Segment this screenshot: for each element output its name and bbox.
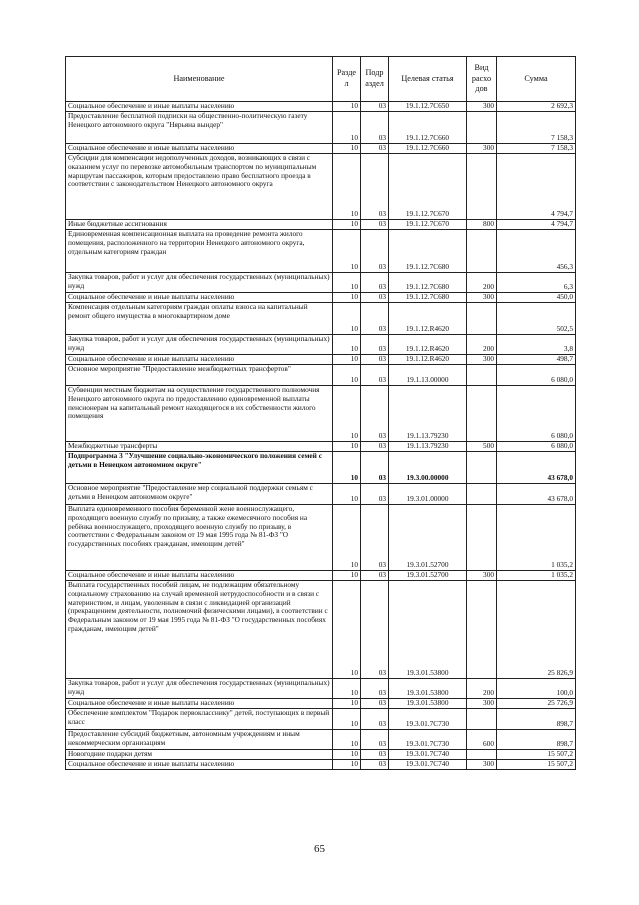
row-sum: 6 080,0 [497, 365, 576, 386]
table-row [66, 699, 576, 709]
row-vid: 300 [467, 699, 497, 709]
row-podrazdel: 03 [361, 581, 389, 679]
row-vid [467, 484, 497, 505]
row-podrazdel: 03 [361, 335, 389, 355]
row-name: Закупка товаров, работ и услуг для обеспечения государственных (муниципальных) нужд [66, 679, 333, 699]
row-podrazdel: 03 [361, 709, 389, 730]
row-razdel: 10 [333, 709, 361, 730]
row-vid: 300 [467, 144, 497, 154]
row-razdel: 10 [333, 154, 361, 220]
row-sum: 502,5 [497, 303, 576, 335]
row-podrazdel: 03 [361, 484, 389, 505]
row-podrazdel: 03 [361, 760, 389, 770]
row-name: Подпрограмма 3 "Улучшение социально-экономического положения семей с детьми в Ненецком автономном округе" [66, 452, 333, 484]
row-sum: 1 035,2 [497, 505, 576, 571]
row-podrazdel: 03 [361, 230, 389, 273]
row-sum: 43 678,0 [497, 484, 576, 505]
row-razdel: 10 [333, 230, 361, 273]
row-name: Новогодние подарки детям [66, 750, 333, 760]
row-target: 19.1.12.7С660 [389, 144, 467, 154]
table-row [66, 102, 576, 112]
row-podrazdel: 03 [361, 102, 389, 112]
row-name: Основное мероприятие "Предоставление мер социальной поддержки семьям с детьми в Ненецком автономном округе" [66, 484, 333, 505]
table-row [66, 273, 576, 293]
row-podrazdel: 03 [361, 730, 389, 750]
row-razdel: 10 [333, 273, 361, 293]
table-row [66, 293, 576, 303]
row-target: 19.3.01.52700 [389, 571, 467, 581]
row-podrazdel: 03 [361, 355, 389, 365]
row-sum: 4 794,7 [497, 154, 576, 220]
row-target: 19.3.01.7С740 [389, 760, 467, 770]
row-vid: 300 [467, 355, 497, 365]
row-vid [467, 581, 497, 679]
row-vid [467, 230, 497, 273]
table-header-row [66, 57, 576, 102]
row-vid: 300 [467, 293, 497, 303]
row-sum: 4 794,7 [497, 220, 576, 230]
row-podrazdel: 03 [361, 303, 389, 335]
row-vid [467, 386, 497, 442]
row-name: Выплата государственных пособий лицам, не подлежащим обязательному социальному страхованию на случай временной нетрудоспособности и в связи с материнством, и лицам, уволенным в связи с ликвидацией организаций (прекращением деятельности, полномочий физическими лицами), в соответствии с Федеральным законом от 19 мая 1995 года № 81-ФЗ "О государственных пособиях гражданам, имеющим детей" [66, 581, 333, 679]
row-razdel: 10 [333, 760, 361, 770]
row-vid [467, 709, 497, 730]
header-sum: Сумма [497, 57, 576, 102]
table-row [66, 730, 576, 750]
row-sum: 7 158,3 [497, 144, 576, 154]
table-row [66, 365, 576, 386]
row-name: Выплата единовременного пособия беременной жене военнослужащего, проходящего военную службу по призыву, а также ежемесячного пособия на ребёнка военнослужащего, проходящего военную службу по призыву, в соответствии с Федеральным законом от 19 мая 1995 года № 81-ФЗ "О государственных пособиях гражданам, имеющим детей" [66, 505, 333, 571]
row-razdel: 10 [333, 303, 361, 335]
row-razdel: 10 [333, 452, 361, 484]
row-target: 19.1.12.R4620 [389, 303, 467, 335]
row-sum: 498,7 [497, 355, 576, 365]
row-target: 19.3.01.00000 [389, 484, 467, 505]
row-vid [467, 154, 497, 220]
header-target: Целевая статья [389, 57, 467, 102]
table-body [66, 102, 576, 770]
row-podrazdel: 03 [361, 112, 389, 144]
row-vid [467, 303, 497, 335]
table-row [66, 484, 576, 505]
table-row [66, 355, 576, 365]
row-razdel: 10 [333, 730, 361, 750]
row-razdel: 10 [333, 699, 361, 709]
row-podrazdel: 03 [361, 386, 389, 442]
row-podrazdel: 03 [361, 679, 389, 699]
row-target: 19.1.12.7С680 [389, 293, 467, 303]
row-sum: 25 826,9 [497, 581, 576, 679]
row-razdel: 10 [333, 750, 361, 760]
row-razdel: 10 [333, 679, 361, 699]
row-razdel: 10 [333, 386, 361, 442]
row-name: Предоставление бесплатной подписки на общественно-политическую газету Ненецкого автономного округа "Нярьяна вындер" [66, 112, 333, 144]
row-razdel: 10 [333, 335, 361, 355]
row-podrazdel: 03 [361, 699, 389, 709]
row-podrazdel: 03 [361, 571, 389, 581]
row-razdel: 10 [333, 442, 361, 452]
row-vid [467, 112, 497, 144]
row-sum: 1 035,2 [497, 571, 576, 581]
row-name: Закупка товаров, работ и услуг для обеспечения государственных (муниципальных) нужд [66, 335, 333, 355]
row-name: Социальное обеспечение и иные выплаты населению [66, 144, 333, 154]
row-target: 19.3.01.7С730 [389, 730, 467, 750]
header-podrazdel: Подр аздел [361, 57, 389, 102]
row-name: Основное мероприятие "Предоставление межбюджетных трансфертов" [66, 365, 333, 386]
row-vid [467, 452, 497, 484]
row-razdel: 10 [333, 102, 361, 112]
header-name: Наименование [66, 57, 333, 102]
row-target: 19.1.12.7С670 [389, 220, 467, 230]
row-name: Социальное обеспечение и иные выплаты населению [66, 355, 333, 365]
row-name: Предоставление субсидий бюджетным, автономным учреждениям и иным некоммерческим организациям [66, 730, 333, 750]
row-target: 19.3.01.7С740 [389, 750, 467, 760]
row-target: 19.1.12.7С660 [389, 112, 467, 144]
table-row [66, 750, 576, 760]
page-number: 65 [314, 843, 325, 855]
row-target: 19.3.01.7С730 [389, 709, 467, 730]
row-name: Закупка товаров, работ и услуг для обеспечения государственных (муниципальных) нужд [66, 273, 333, 293]
table-row [66, 760, 576, 770]
table-row [66, 452, 576, 484]
row-target: 19.3.01.53800 [389, 679, 467, 699]
row-target: 19.1.12.7С650 [389, 102, 467, 112]
row-sum: 43 678,0 [497, 452, 576, 484]
row-vid: 300 [467, 760, 497, 770]
row-target: 19.3.01.53800 [389, 699, 467, 709]
row-name: Социальное обеспечение и иные выплаты населению [66, 699, 333, 709]
row-razdel: 10 [333, 355, 361, 365]
row-vid: 200 [467, 273, 497, 293]
row-target: 19.1.13.00000 [389, 365, 467, 386]
row-razdel: 10 [333, 484, 361, 505]
row-vid [467, 750, 497, 760]
row-vid: 500 [467, 442, 497, 452]
row-name: Компенсация отдельным категориям граждан оплаты взноса на капитальный ремонт общего имущества в многоквартирном доме [66, 303, 333, 335]
row-name: Субсидии для компенсации недополученных доходов, возникающих в связи с оказанием услуг по перевозке автомобильным транспортом по муниципальным маршрутам пассажиров, которым предоставлено право бесплатного проезда в соответствии с законодательством Ненецкого автономного округа [66, 154, 333, 220]
table-row [66, 154, 576, 220]
table-row [66, 679, 576, 699]
row-razdel: 10 [333, 365, 361, 386]
row-target: 19.3.00.00000 [389, 452, 467, 484]
table-row [66, 581, 576, 679]
row-vid: 800 [467, 220, 497, 230]
table-row [66, 144, 576, 154]
row-podrazdel: 03 [361, 154, 389, 220]
row-target: 19.3.01.52700 [389, 505, 467, 571]
row-vid: 300 [467, 102, 497, 112]
row-target: 19.1.12.R4620 [389, 355, 467, 365]
row-razdel: 10 [333, 293, 361, 303]
table-row [66, 709, 576, 730]
budget-table [65, 56, 576, 770]
row-sum: 15 507,2 [497, 760, 576, 770]
row-vid: 200 [467, 335, 497, 355]
table-row [66, 335, 576, 355]
row-sum: 6 080,0 [497, 386, 576, 442]
row-podrazdel: 03 [361, 273, 389, 293]
row-razdel: 10 [333, 112, 361, 144]
table-row [66, 442, 576, 452]
row-name: Единовременная компенсационная выплата на проведение ремонта жилого помещения, расположенного на территории Ненецкого автономного округа, отдельным категориям граждан [66, 230, 333, 273]
row-sum: 6,3 [497, 273, 576, 293]
table-row [66, 112, 576, 144]
row-target: 19.1.12.7С680 [389, 273, 467, 293]
row-razdel: 10 [333, 144, 361, 154]
row-name: Иные бюджетные ассигнования [66, 220, 333, 230]
table-row [66, 386, 576, 442]
row-podrazdel: 03 [361, 220, 389, 230]
row-vid: 600 [467, 730, 497, 750]
row-podrazdel: 03 [361, 144, 389, 154]
table-row [66, 303, 576, 335]
row-name: Социальное обеспечение и иные выплаты населению [66, 571, 333, 581]
row-vid [467, 505, 497, 571]
row-target: 19.1.13.79230 [389, 442, 467, 452]
row-name: Субвенции местным бюджетам на осуществление государственного полномочия Ненецкого автономного округа по предоставлению единовременной выплаты пенсионерам на капитальный ремонт находящегося в их собственности жилого помещения [66, 386, 333, 442]
row-name: Социальное обеспечение и иные выплаты населению [66, 293, 333, 303]
row-target: 19.1.12.7С670 [389, 154, 467, 220]
row-sum: 2 692,3 [497, 102, 576, 112]
row-sum: 898,7 [497, 709, 576, 730]
row-sum: 15 507,2 [497, 750, 576, 760]
row-target: 19.1.13.79230 [389, 386, 467, 442]
row-name: Социальное обеспечение и иные выплаты населению [66, 760, 333, 770]
row-target: 19.3.01.53800 [389, 581, 467, 679]
row-sum: 450,0 [497, 293, 576, 303]
row-name: Межбюджетные трансферты [66, 442, 333, 452]
row-sum: 6 080,0 [497, 442, 576, 452]
row-target: 19.1.12.R4620 [389, 335, 467, 355]
row-podrazdel: 03 [361, 442, 389, 452]
row-sum: 7 158,3 [497, 112, 576, 144]
table-row [66, 220, 576, 230]
row-target: 19.1.12.7С680 [389, 230, 467, 273]
table-row [66, 505, 576, 571]
header-razdel: Разде л [333, 57, 361, 102]
row-vid [467, 365, 497, 386]
row-sum: 898,7 [497, 730, 576, 750]
row-razdel: 10 [333, 571, 361, 581]
row-sum: 100,0 [497, 679, 576, 699]
row-vid: 300 [467, 571, 497, 581]
row-podrazdel: 03 [361, 365, 389, 386]
row-name: Социальное обеспечение и иные выплаты населению [66, 102, 333, 112]
row-podrazdel: 03 [361, 505, 389, 571]
row-sum: 456,3 [497, 230, 576, 273]
row-vid: 200 [467, 679, 497, 699]
row-podrazdel: 03 [361, 750, 389, 760]
row-razdel: 10 [333, 581, 361, 679]
row-razdel: 10 [333, 220, 361, 230]
row-razdel: 10 [333, 505, 361, 571]
table-row [66, 571, 576, 581]
row-sum: 3,8 [497, 335, 576, 355]
table-row [66, 230, 576, 273]
row-name: Обеспечение комплектом "Подарок первокласснику" детей, поступающих в первый класс [66, 709, 333, 730]
row-podrazdel: 03 [361, 452, 389, 484]
header-vid: Вид расхо дов [467, 57, 497, 102]
row-sum: 25 726,9 [497, 699, 576, 709]
row-podrazdel: 03 [361, 293, 389, 303]
